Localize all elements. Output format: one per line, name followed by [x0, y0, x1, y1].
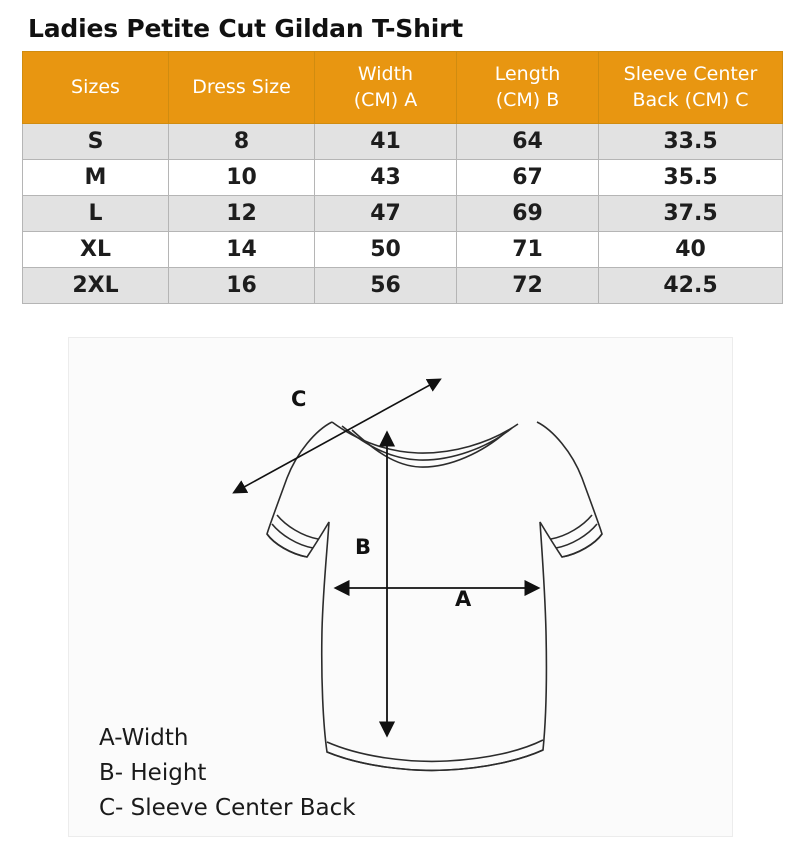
- column-header-dress-size: [169, 52, 315, 124]
- table-row: [23, 268, 783, 304]
- cell-size: L: [23, 196, 169, 232]
- diagram-legend: [99, 721, 356, 826]
- size-chart-table: [22, 51, 783, 304]
- cell-length: 67: [457, 160, 599, 196]
- cell-size: M: [23, 160, 169, 196]
- cell-dress-size: 14: [169, 232, 315, 268]
- cell-sleeve-center-back: 37.5: [599, 196, 783, 232]
- column-header-length: [457, 52, 599, 124]
- column-header-dress-size-line1: Dress Size: [192, 75, 291, 98]
- dimension-c-label: C: [291, 387, 307, 411]
- cell-size: XL: [23, 232, 169, 268]
- column-header-width-line2: (CM) A: [353, 88, 418, 111]
- legend-item-b: B- Height: [99, 760, 207, 787]
- column-header-width: [315, 52, 457, 124]
- page-title: Ladies Petite Cut Gildan T-Shirt: [28, 14, 463, 43]
- cell-sleeve-center-back: 35.5: [599, 160, 783, 196]
- cell-width: 56: [315, 268, 457, 304]
- cell-dress-size: 8: [169, 124, 315, 160]
- column-header-length-line2: (CM) B: [495, 88, 560, 111]
- table-row: [23, 124, 783, 160]
- column-header-sizes: [23, 52, 169, 124]
- tshirt-outline: [267, 422, 602, 770]
- cell-width: 50: [315, 232, 457, 268]
- table-header: [23, 52, 783, 124]
- cell-width: 41: [315, 124, 457, 160]
- cell-length: 71: [457, 232, 599, 268]
- cell-length: 69: [457, 196, 599, 232]
- column-header-width-line1: Width: [357, 62, 414, 85]
- cell-length: 72: [457, 268, 599, 304]
- dimension-b-label: B: [354, 535, 371, 559]
- dimension-c-arrow: [235, 380, 439, 492]
- table-header-row: [23, 52, 783, 124]
- cell-dress-size: 10: [169, 160, 315, 196]
- cell-width: 47: [315, 196, 457, 232]
- cell-sleeve-center-back: 42.5: [599, 268, 783, 304]
- cell-size: 2XL: [23, 268, 169, 304]
- cell-sleeve-center-back: 33.5: [599, 124, 783, 160]
- table-row: [23, 196, 783, 232]
- cell-length: 64: [457, 124, 599, 160]
- table-body: [23, 124, 783, 304]
- measurement-diagram-panel: [68, 337, 733, 837]
- column-header-sleeve-line2: Back (CM) C: [632, 88, 749, 111]
- column-header-sizes-line1: Sizes: [71, 75, 120, 98]
- cell-size: S: [23, 124, 169, 160]
- cell-sleeve-center-back: 40: [599, 232, 783, 268]
- column-header-sleeve-center-back: [599, 52, 783, 124]
- cell-width: 43: [315, 160, 457, 196]
- legend-item-a: A-Width: [99, 725, 189, 752]
- cell-dress-size: 16: [169, 268, 315, 304]
- legend-item-c: C- Sleeve Center Back: [99, 795, 356, 822]
- table-row: [23, 160, 783, 196]
- size-table-container: [0, 51, 800, 304]
- dimension-a-label: A: [455, 587, 472, 611]
- column-header-sleeve-line1: Sleeve Center: [623, 62, 758, 85]
- column-header-length-line1: Length: [494, 62, 561, 85]
- cell-dress-size: 12: [169, 196, 315, 232]
- table-row: [23, 232, 783, 268]
